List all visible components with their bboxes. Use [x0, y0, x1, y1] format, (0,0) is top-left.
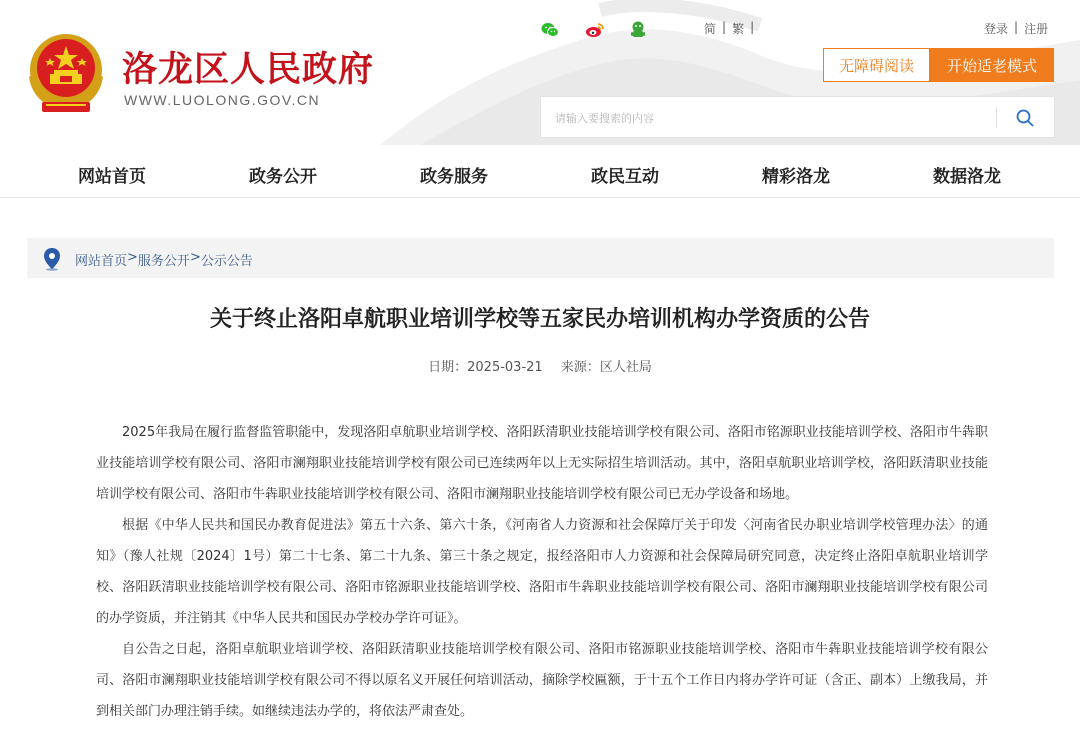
main-nav [0, 148, 1080, 198]
location-pin-icon [41, 247, 63, 271]
article-meta [0, 356, 1080, 375]
auth-links [984, 20, 1048, 37]
site-title[interactable]: 洛龙区人民政府 [122, 50, 375, 90]
breadcrumb-separator: > [189, 250, 201, 265]
register-link[interactable]: 注册 [1024, 22, 1049, 36]
site-url: WWW.LUOLONG.GOV.CN [124, 92, 321, 108]
breadcrumb-home[interactable]: 网站首页 [75, 254, 128, 269]
nav-item-data-luolong[interactable]: 数据洛龙 [933, 167, 1001, 187]
accessibility-reading-button[interactable]: 无障碍阅读 [823, 48, 930, 82]
search-button[interactable] [1011, 106, 1039, 130]
auth-separator: | [1014, 20, 1019, 34]
nav-item-gov-affairs-disclosure[interactable]: 政务公开 [249, 167, 317, 187]
nav-item-interaction[interactable]: 政民互动 [591, 167, 659, 187]
language-switcher [704, 20, 754, 37]
breadcrumb-service-disclosure[interactable]: 服务公开 [137, 254, 190, 269]
breadcrumb-trail [75, 250, 253, 269]
site-header [0, 0, 1080, 145]
national-emblem-icon [26, 30, 106, 114]
elder-mode-button[interactable]: 开始适老模式 [930, 48, 1054, 82]
breadcrumb-separator: > [127, 250, 138, 265]
search-icon [1016, 109, 1034, 127]
lang-traditional-link[interactable]: 繁 [732, 22, 745, 36]
search-box [540, 96, 1055, 138]
breadcrumb [27, 238, 1054, 278]
lang-separator-trailing: | [750, 20, 755, 34]
wechat-icon[interactable] [539, 20, 561, 40]
lang-separator: | [722, 20, 727, 34]
article-date: 日期：2025-03-21 [428, 360, 543, 375]
article-source: 来源：区人社局 [560, 360, 652, 375]
nav-item-home[interactable]: 网站首页 [78, 167, 146, 187]
article-body [96, 417, 988, 727]
app-icon[interactable] [627, 20, 649, 40]
breadcrumb-announcements[interactable]: 公示公告 [200, 254, 253, 269]
search-divider [996, 107, 997, 128]
lang-simplified-link[interactable]: 简 [704, 22, 717, 36]
article-paragraph: 2025年我局在履行监督监管职能中，发现洛阳卓航职业培训学校、洛阳跃清职业技能培训学校有限公司、洛阳市铭源职业技能培训学校、洛阳市牛犇职业技能培训学校有限公司、洛阳市澜翔职业技能培训学校有限公司已连续两年以上无实际招生培训活动。其中，洛阳卓航职业培训学校，洛阳跃清职业技能培训学校有限公司、洛阳市牛犇职业技能培训学校有限公司、洛阳市澜翔职业技能培训学校有限公司已无办学设备和场地。 [96, 425, 988, 502]
search-input[interactable] [555, 108, 975, 128]
article-title: 关于终止洛阳卓航职业培训学校等五家民办培训机构办学资质的公告 [209, 307, 870, 332]
nav-item-wonderful-luolong[interactable]: 精彩洛龙 [762, 167, 830, 187]
article-paragraph: 自公告之日起，洛阳卓航职业培训学校、洛阳跃清职业技能培训学校有限公司、洛阳市铭源职业技能培训学校、洛阳市牛犇职业技能培训学校有限公司、洛阳市澜翔职业技能培训学校有限公司不得以原名义开展任何培训活动，摘除学校匾额，于十五个工作日内将办学许可证（含正、副本）上缴我局，并到相关部门办理注销手续。如继续违法办学的，将依法严肃查处。 [96, 642, 988, 719]
login-link[interactable]: 登录 [984, 22, 1009, 36]
article-paragraph: 根据《中华人民共和国民办教育促进法》第五十六条、第六十条，《河南省人力资源和社会保障厅关于印发〈河南省民办职业培训学校管理办法〉的通知》（豫人社规〔2024〕1号）第二十七条、第二十九条、第三十条之规定，报经洛阳市人力资源和社会保障局研究同意，决定终止洛阳卓航职业培训学校、洛阳跃清职业技能培训学校有限公司、洛阳市铭源职业技能培训学校、洛阳市牛犇职业技能培训学校有限公司、洛阳市澜翔职业技能培训学校有限公司的办学资质，并注销其《中华人民共和国民办学校办学许可证》。 [96, 518, 988, 626]
weibo-icon[interactable] [584, 20, 606, 40]
nav-item-gov-services[interactable]: 政务服务 [420, 167, 488, 187]
